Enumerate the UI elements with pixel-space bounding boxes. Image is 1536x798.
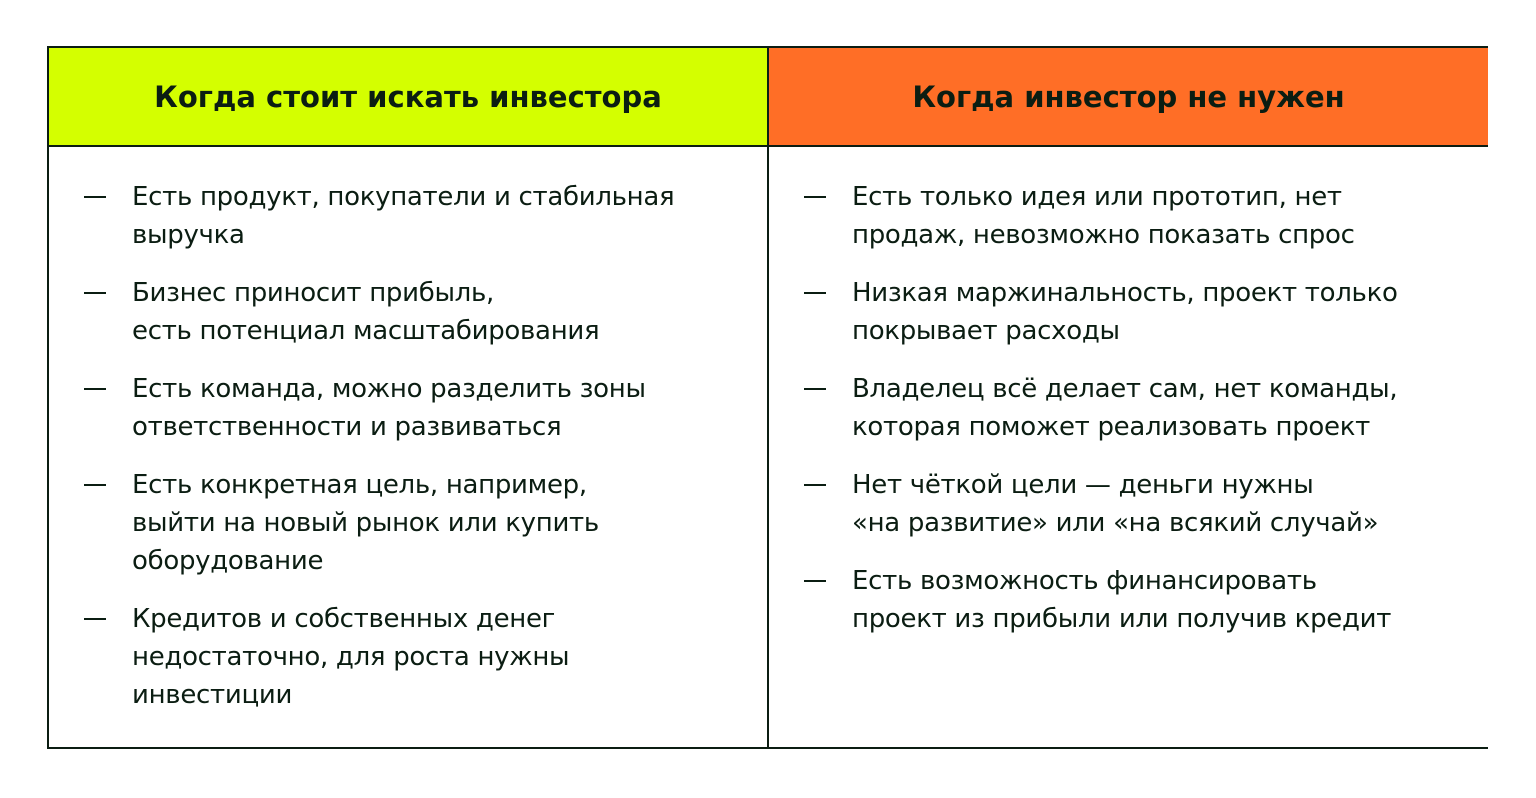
dash-bullet-icon <box>84 618 106 620</box>
list-item-text: Кредитов и собственных денег недостаточно, для роста нужны инвестиции <box>132 604 570 710</box>
list-item <box>84 370 767 446</box>
list-item-text: Нет чёткой цели — деньги нужны «на развитие» или «на всякий случай» <box>852 470 1379 538</box>
list-item-text: Владелец всё делает сам, нет команды, которая поможет реализовать проект <box>852 374 1398 442</box>
list-item-text: Есть команда, можно разделить зоны ответственности и развиваться <box>132 374 646 442</box>
list-item <box>84 466 767 580</box>
list-item-text: Бизнес приносит прибыль, есть потенциал масштабирования <box>132 278 600 346</box>
dash-bullet-icon <box>804 388 826 390</box>
list-item <box>804 370 1488 446</box>
left-column-list <box>49 147 769 747</box>
dash-bullet-icon <box>84 484 106 486</box>
list-item <box>84 178 767 254</box>
list-item <box>804 178 1488 254</box>
dash-bullet-icon <box>84 292 106 294</box>
right-column-list <box>769 147 1488 747</box>
list-item-text: Есть продукт, покупатели и стабильная выручка <box>132 182 675 250</box>
list-item <box>84 600 767 714</box>
left-column-header: Когда стоит искать инвестора <box>49 48 769 147</box>
comparison-table <box>47 46 1488 749</box>
dash-bullet-icon <box>804 196 826 198</box>
list-item <box>804 274 1488 350</box>
list-item <box>804 562 1488 638</box>
list-item-text: Есть только идея или прототип, нет продаж, невозможно показать спрос <box>852 182 1355 250</box>
dash-bullet-icon <box>84 196 106 198</box>
dash-bullet-icon <box>804 292 826 294</box>
dash-bullet-icon <box>804 580 826 582</box>
list-item <box>84 274 767 350</box>
dash-bullet-icon <box>804 484 826 486</box>
list-item-text: Есть возможность финансировать проект из прибыли или получив кредит <box>852 566 1392 634</box>
list-item <box>804 466 1488 542</box>
dash-bullet-icon <box>84 388 106 390</box>
list-item-text: Низкая маржинальность, проект только покрывает расходы <box>852 278 1398 346</box>
right-column-header: Когда инвестор не нужен <box>769 48 1488 147</box>
list-item-text: Есть конкретная цель, например, выйти на новый рынок или купить оборудование <box>132 470 599 576</box>
